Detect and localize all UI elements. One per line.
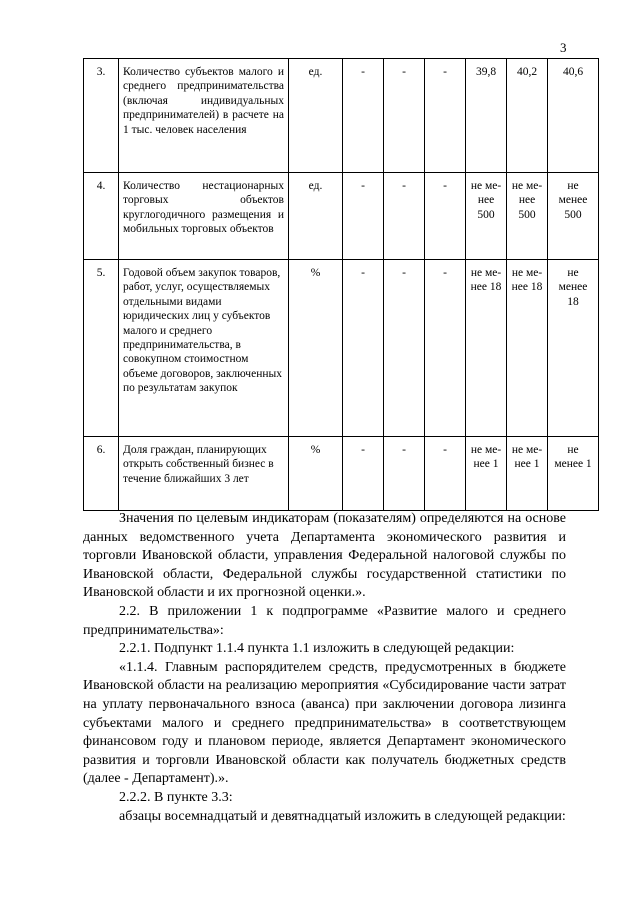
value-cell: не менее 1 <box>548 437 599 511</box>
value-cell: - <box>343 173 384 260</box>
value-cell: - <box>425 59 466 173</box>
row-number: 5. <box>84 260 119 437</box>
value-cell: не менее 18 <box>548 260 599 437</box>
value-cell: не ме-нее 1 <box>466 437 507 511</box>
value-cell: 39,8 <box>466 59 507 173</box>
value-cell: не ме-нее 500 <box>507 173 548 260</box>
value-cell: - <box>425 173 466 260</box>
indicator-name: Доля граждан, планирующих открыть собственный бизнес в течение ближайших 3 лет <box>119 437 289 511</box>
body-text <box>83 510 566 826</box>
indicators-table <box>83 58 599 511</box>
table-row <box>84 437 599 511</box>
page-number: 3 <box>560 40 567 55</box>
unit-cell: % <box>289 437 343 511</box>
unit-cell: % <box>289 260 343 437</box>
row-number: 4. <box>84 173 119 260</box>
paragraph: 2.2.1. Подпункт 1.1.4 пункта 1.1 изложить в следующей редакции: <box>119 641 515 657</box>
paragraph: 2.2. В приложении 1 к подпрограмме «Развитие малого и среднего предпринимательства»: <box>83 603 566 638</box>
value-cell: 40,2 <box>507 59 548 173</box>
unit-cell: ед. <box>289 59 343 173</box>
value-cell: - <box>343 59 384 173</box>
indicator-name: Количество субъектов малого и среднего предпринимательства (включая индивидуальных предпринимателей) в расчете на 1 тыс. человек населения <box>119 59 289 173</box>
row-number: 3. <box>84 59 119 173</box>
indicator-name: Годовой объем закупок товаров, работ, услуг, осуществляемых отдельными видами юридических лиц у субъектов малого и среднего предпринимательства, в совокупном стоимостном объеме договоров, заключенных по результатам закупок <box>119 260 289 437</box>
value-cell: - <box>384 260 425 437</box>
value-cell: не ме-нее 18 <box>466 260 507 437</box>
table-row <box>84 59 599 173</box>
value-cell: - <box>425 260 466 437</box>
paragraph: 2.2.2. В пункте 3.3: <box>119 789 233 805</box>
value-cell: - <box>343 260 384 437</box>
row-number: 6. <box>84 437 119 511</box>
value-cell: - <box>384 59 425 173</box>
indicator-name: Количество нестационарных торговых объектов круглогодичного размещения и мобильных торговых объектов <box>119 173 289 260</box>
value-cell: - <box>384 437 425 511</box>
value-cell: не ме-нее 500 <box>466 173 507 260</box>
value-cell: - <box>343 437 384 511</box>
table-row <box>84 260 599 437</box>
value-cell: не ме-нее 18 <box>507 260 548 437</box>
value-cell: - <box>384 173 425 260</box>
paragraph: «1.1.4. Главным распорядителем средств, предусмотренных в бюджете Ивановской области на реализацию мероприятия «Субсидирование части затрат на уплату первоначального взноса (аванса) при заключении договора лизинга субъектами малого и среднего предпринимательства» в соответствующем финансовом году и плановом периоде, является Департамент экономического развития и торговли Ивановской области как получатель бюджетных средств (далее - Департамент).». <box>83 659 566 787</box>
value-cell: - <box>425 437 466 511</box>
table-row <box>84 173 599 260</box>
paragraph: абзацы восемнадцатый и девятнадцатый изложить в следующей редакции: <box>119 808 566 824</box>
value-cell: не менее 500 <box>548 173 599 260</box>
value-cell: не ме-нее 1 <box>507 437 548 511</box>
unit-cell: ед. <box>289 173 343 260</box>
value-cell: 40,6 <box>548 59 599 173</box>
paragraph: Значения по целевым индикаторам (показателям) определяются на основе данных ведомственного учета Департамента экономического развития и торговли Ивановской области, управления Федеральной налоговой службы по Ивановской области, Федеральной службы государственной статистики по Ивановской области и их прогнозной оценки.». <box>83 511 566 601</box>
